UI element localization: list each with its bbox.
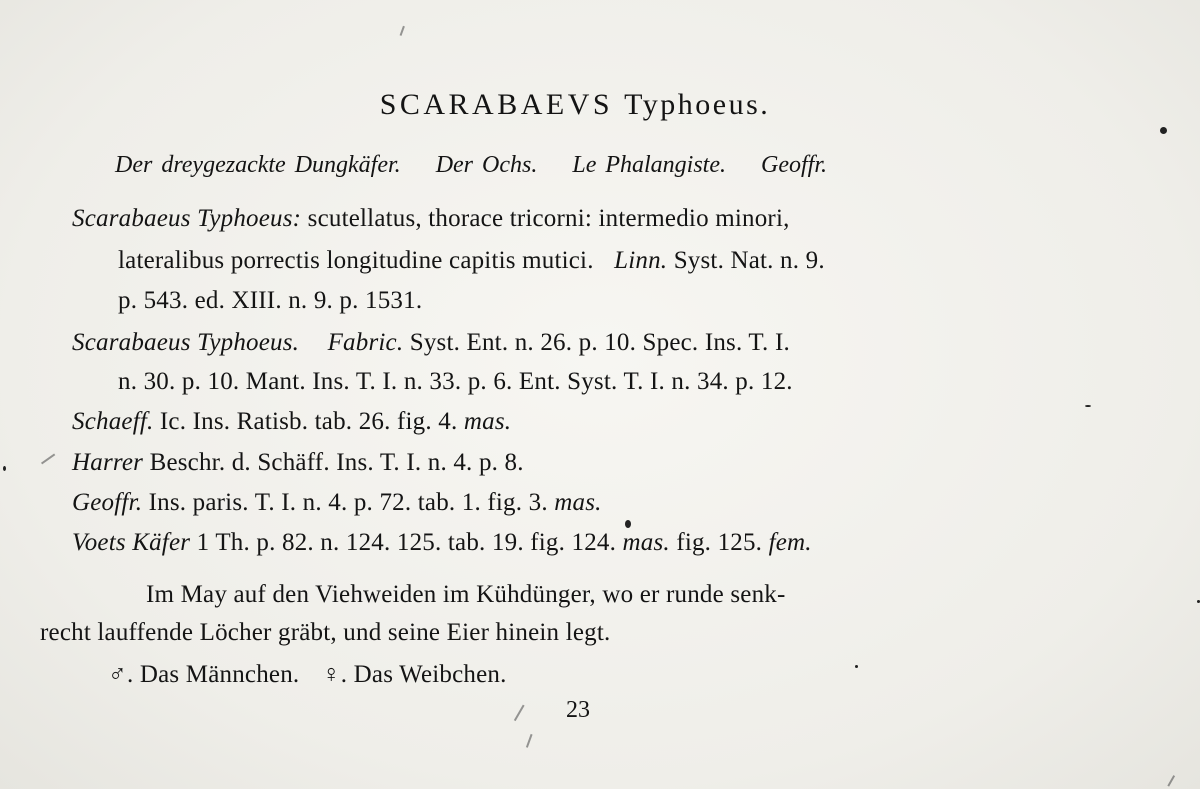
reference-linnaeus-line-3 bbox=[118, 286, 422, 316]
ref-author: Geoffr. bbox=[72, 489, 143, 516]
scan-speck bbox=[1085, 405, 1091, 407]
reference-geoffroy bbox=[72, 488, 602, 518]
ref-author: Harrer bbox=[72, 449, 144, 476]
ref-taxon: Scarabaeus Typhoeus. bbox=[72, 329, 300, 356]
ref-text: Beschr. d. Schäff. Ins. T. I. n. 4. p. 8. bbox=[149, 449, 524, 476]
ref-text: 1 Th. p. 82. n. 124. 125. tab. 19. fig. 124. bbox=[196, 529, 617, 556]
ref-sex: mas. bbox=[463, 408, 512, 435]
reference-linnaeus-line-1 bbox=[72, 204, 790, 234]
title-genus: SCARABAEVS bbox=[379, 88, 614, 121]
scan-mark bbox=[514, 705, 524, 721]
habitat-line-2 bbox=[40, 618, 610, 648]
common-name-ochs: Der Ochs. bbox=[435, 152, 538, 178]
ref-author: Voets Käfer bbox=[72, 529, 191, 556]
scan-speck bbox=[3, 466, 6, 471]
reference-voet bbox=[72, 528, 812, 558]
sex-legend bbox=[108, 660, 507, 690]
ref-author: Schaeff. bbox=[72, 408, 154, 435]
ref-text: lateralibus porrectis longitudine capitis mutici. bbox=[118, 247, 594, 274]
scan-speck bbox=[855, 665, 858, 668]
habitat-line-1 bbox=[146, 580, 786, 610]
scan-mark bbox=[1167, 775, 1174, 786]
ref-text: Syst. Nat. n. 9. bbox=[673, 247, 825, 274]
ref-text: scutellatus, thorace tricorni: intermedio minori, bbox=[307, 205, 790, 232]
common-name-source: Geoffr. bbox=[761, 152, 827, 178]
ref-author: Fabric. bbox=[327, 329, 404, 356]
ref-text: Ic. Ins. Ratisb. tab. 26. fig. 4. bbox=[159, 408, 458, 435]
common-name-german: Der dreygezackte Dungkäfer. bbox=[115, 152, 401, 178]
ref-sex: fem. bbox=[768, 529, 812, 556]
reference-harrer bbox=[72, 448, 524, 478]
ref-text: Syst. Ent. n. 26. p. 10. Spec. Ins. T. I. bbox=[409, 329, 790, 356]
page-title bbox=[0, 88, 1150, 122]
common-name-french: Le Phalangiste. bbox=[572, 152, 726, 178]
ref-text: Ins. paris. T. I. n. 4. p. 72. tab. 1. fig. 3. bbox=[148, 489, 548, 516]
reference-fabricius-line-1 bbox=[72, 328, 790, 358]
page-number: 23 bbox=[566, 697, 590, 723]
reference-linnaeus-line-2 bbox=[118, 246, 825, 276]
male-symbol-icon: ♂ bbox=[108, 661, 127, 688]
common-names bbox=[115, 152, 827, 179]
habitat-text: Im May auf den Viehweiden im Kühdünger, wo er runde senk- bbox=[146, 581, 786, 608]
ref-sex: mas. bbox=[554, 489, 602, 516]
ref-sex: mas. bbox=[622, 529, 670, 556]
habitat-text: recht lauffende Löcher gräbt, und seine Eier hinein legt. bbox=[40, 619, 611, 646]
legend-female: . Das Weibchen. bbox=[340, 661, 507, 688]
scan-speck bbox=[1160, 127, 1167, 134]
scan-mark bbox=[41, 454, 55, 464]
legend-male: . Das Männchen. bbox=[126, 661, 300, 688]
scan-mark bbox=[400, 26, 405, 36]
ref-text: fig. 125. bbox=[676, 529, 763, 556]
ref-taxon: Scarabaeus Typhoeus: bbox=[72, 205, 302, 232]
reference-fabricius-line-2 bbox=[118, 367, 793, 397]
female-symbol-icon: ♀ bbox=[321, 661, 341, 688]
ref-text: p. 543. ed. XIII. n. 9. p. 1531. bbox=[118, 287, 423, 314]
reference-schaeffer bbox=[72, 407, 511, 437]
ref-author: Linn. bbox=[614, 247, 668, 274]
title-species: Typhoeus. bbox=[624, 88, 771, 121]
scan-mark bbox=[526, 734, 532, 748]
scan-speck bbox=[625, 520, 631, 528]
ref-text: n. 30. p. 10. Mant. Ins. T. I. n. 33. p. 6. Ent. Syst. T. I. n. 34. p. 12. bbox=[118, 368, 793, 395]
